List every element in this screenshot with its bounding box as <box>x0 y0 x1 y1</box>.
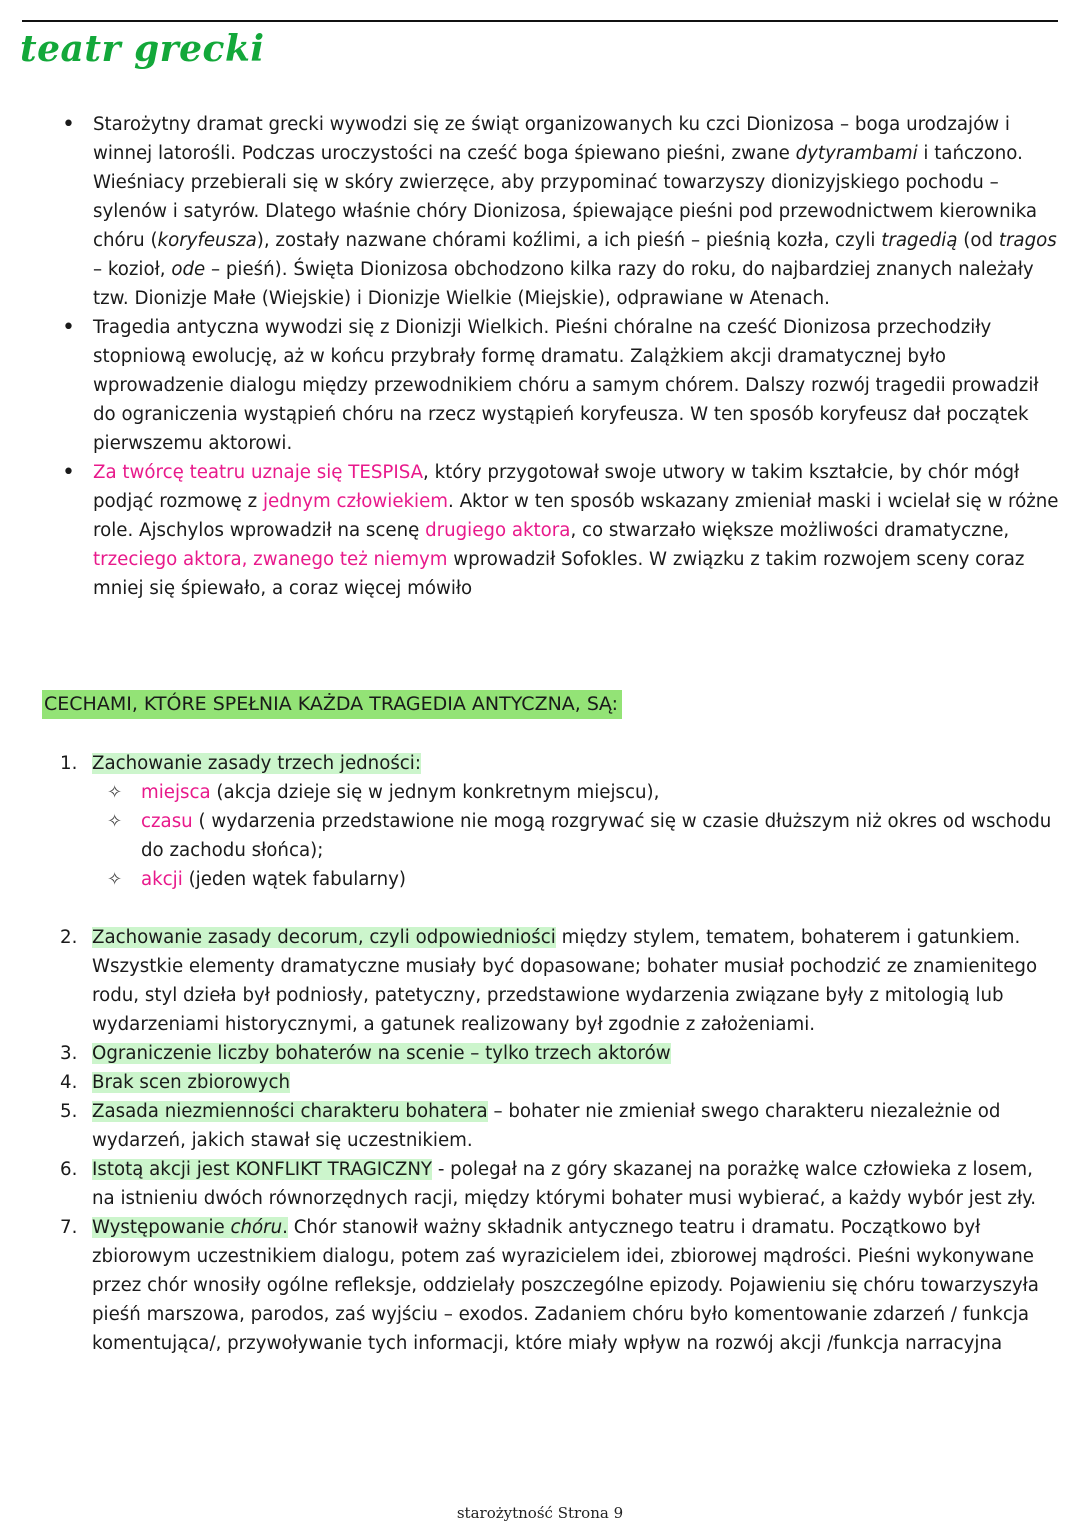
features-list <box>56 749 1061 1358</box>
bullet-evolution: • Tragedia antyczna wywodzi się z Dionizji Wielkich. Pieśni chóralne na cześć Dionizosa przechodziły stopniową ewolucję, aż w końcu przybrały formę dramatu. Zalążkiem akcji dramatycznej było wprowadzenie dialogu między przewodnikiem chóru a samym chórem. Dalszy rozwój tragedii prowadził do ograniczenia wystąpień chóru na rzecz wystąpień koryfeusza. W ten sposób koryfeusz dał początek pierwszemu aktorowi. <box>62 313 1062 458</box>
unity-time: ✧ czasu ( wydarzenia przedstawione nie mogą rozgrywać się w czasie dłuższym niż okres od wschodu do zachodu słońca); <box>139 807 1061 865</box>
page-footer: starożytność Strona 9 <box>456 1504 624 1522</box>
intro-bullet-list <box>62 110 1062 603</box>
feature-item-4: 4. Brak scen zbiorowych <box>60 1072 291 1093</box>
unity-place: ✧ miejsca (akcja dzieje się w jednym konkretnym miejscu), <box>139 778 1061 807</box>
unity-sublist <box>92 778 1061 894</box>
feature-item-3: 3. Ograniczenie liczby bohaterów na scenie – tylko trzech aktorów <box>60 1043 671 1064</box>
feature-item-5: 5. Zasada niezmienności charakteru bohatera – bohater nie zmieniał swego charakteru niezależnie od wydarzeń, jakich stawał się uczestnikiem. <box>60 1101 1001 1151</box>
section-heading: CECHAMI, KTÓRE SPEŁNIA KAŻDA TRAGEDIA ANTYCZNA, SĄ: <box>42 690 622 719</box>
bullet-origins: • Starożytny dramat grecki wywodzi się ze świąt organizowanych ku czci Dionizosa – boga urodzajów i winnej latorośli. Podczas uroczystości na cześć boga śpiewano pieśni, zwane dytyrambami i tańczono. Wieśniacy przebierali się w skóry zwierzęce, aby przypominać towarzyszy dionizyjskiego pochodu – sylenów i satyrów. Dlatego właśnie chóry Dionizosa, śpiewające pieśni pod przewodnictwem kierownika chóru (koryfeusza), zostały nazwane chórami koźlimi, a ich pieśń – pieśnią kozła, czyli tragedią (od tragos – kozioł, ode – pieśń). Święta Dionizosa obchodzono kilka razy do roku, do najbardziej znanych należały tzw. Dionizje Małe (Wiejskie) i Dionizje Wielkie (Miejskie), odprawiane w Atenach. <box>62 110 1062 313</box>
bullet-actors: • Za twórcę teatru uznaje się TESPISA, który przygotował swoje utwory w takim kształcie, by chór mógł podjąć rozmowę z jednym człowiekiem. Aktor w ten sposób wskazany zmieniał maski i wcielał się w różne role. Ajschylos wprowadził na scenę drugiego aktora, co stwarzało większe możliwości dramatyczne, trzeciego aktora, zwanego też niemym wprowadził Sofokles. W związku z takim rozwojem sceny coraz mniej się śpiewało, a coraz więcej mówiło <box>62 458 1062 603</box>
diamond-bullet-icon: ✧ <box>107 869 123 890</box>
diamond-bullet-icon: ✧ <box>107 782 123 803</box>
page-title: teatr grecki <box>20 28 265 70</box>
feature-item-7: 7. Występowanie chóru. Chór stanowił ważny składnik antycznego teatru i dramatu. Początkowo był zbiorowym uczestnikiem dialogu, potem zaś wyrazicielem idei, zbiorowej mądrości. Pieśni wykonywane przez chór wnosiły ogólne refleksje, oddzielały poszczególne epizody. Pojawieniu się chóru towarzyszyła pieśń marszowa, parodos, zaś wyjściu – exodos. Zadaniem chóru było komentowanie zdarzeń / funkcja komentująca/, przywoływanie tych informacji, które miały wpływ na rozwój akcji /funkcja narracyjna <box>60 1217 1039 1354</box>
diamond-bullet-icon: ✧ <box>107 811 123 832</box>
feature-item-6: 6. Istotą akcji jest KONFLIKT TRAGICZNY - polegał na z góry skazanej na porażkę walce człowieka z losem, na istnieniu dwóch równorzędnych racji, między którymi bohater musi wybierać, a każdy wybór jest zły. <box>60 1159 1037 1209</box>
feature-item-2: 2. Zachowanie zasady decorum, czyli odpowiedniości między stylem, tematem, bohaterem i gatunkiem. Wszystkie elementy dramatyczne musiały być dopasowane; bohater musiał pochodzić ze znamienitego rodu, styl dzieła był podniosły, patetyczny, przedstawione wydarzenia związane były z mitologią lub wydarzeniami historycznymi, a gatunek realizowany był zgodnie z założeniami. <box>60 927 1038 1035</box>
feature-item-1: 1. Zachowanie zasady trzech jedności: ✧ miejsca (akcja dzieje się w jednym konkretnym miejscu), ✧ czasu ( wydarzenia przedstawione nie mogą rozgrywać się w czasie dłuższym niż okres od wschodu do zachodu słońca); ✧ akcji (jeden wątek fabularny) <box>56 749 1061 894</box>
top-rule <box>22 20 1058 22</box>
unity-action: ✧ akcji (jeden wątek fabularny) <box>139 865 1061 894</box>
